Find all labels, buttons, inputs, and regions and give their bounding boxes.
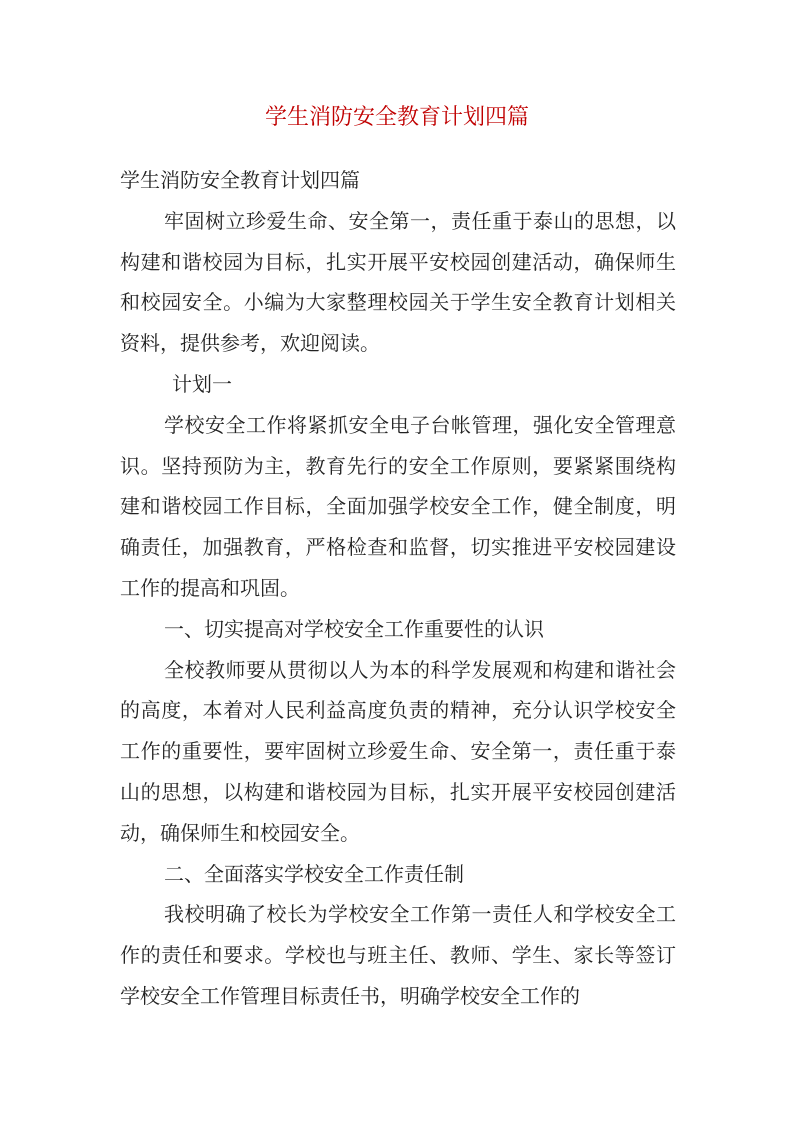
- intro-paragraph: 牢固树立珍爱生命、安全第一，责任重于泰山的思想，以构建和谐校园为目标，扎实开展平安校园创建活动，确保师生和校园安全。小编为大家整理校园关于学生安全教育计划相关资料，提供参考，欢迎阅读。: [120, 208, 676, 356]
- document-title: 学生消防安全教育计划四篇: [264, 105, 529, 130]
- heading-section-two: 二、全面落实学校安全工作责任制: [164, 861, 464, 886]
- section-heading-plan-one: 计划一: [172, 371, 232, 396]
- section-two-paragraph: 我校明确了校长为学校安全工作第一责任人和学校安全工作的责任和要求。学校也与班主任、教师、学生、家长等签订学校安全工作管理目标责任书，明确学校安全工作的: [120, 902, 676, 1008]
- heading-section-one: 一、切实提高对学校安全工作重要性的认识: [164, 616, 544, 641]
- document-body: [120, 160, 676, 1017]
- plan-one-paragraph: 学校安全工作将紧抓安全电子台帐管理，强化安全管理意识。坚持预防为主，教育先行的安全工作原则，要紧紧围绕构建和谐校园工作目标，全面加强学校安全工作，健全制度，明确责任，加强教育，严格检查和监督，切实推进平安校园建设工作的提高和巩固。: [120, 412, 676, 600]
- section-one-paragraph: 全校教师要从贯彻以人为本的科学发展观和构建和谐社会的高度，本着对人民利益高度负责的精神，充分认识学校安全工作的重要性，要牢固树立珍爱生命、安全第一，责任重于泰山的思想，以构建和谐校园为目标，扎实开展平安校园创建活动，确保师生和校园安全。: [120, 657, 676, 845]
- subtitle-paragraph: 学生消防安全教育计划四篇: [120, 168, 360, 192]
